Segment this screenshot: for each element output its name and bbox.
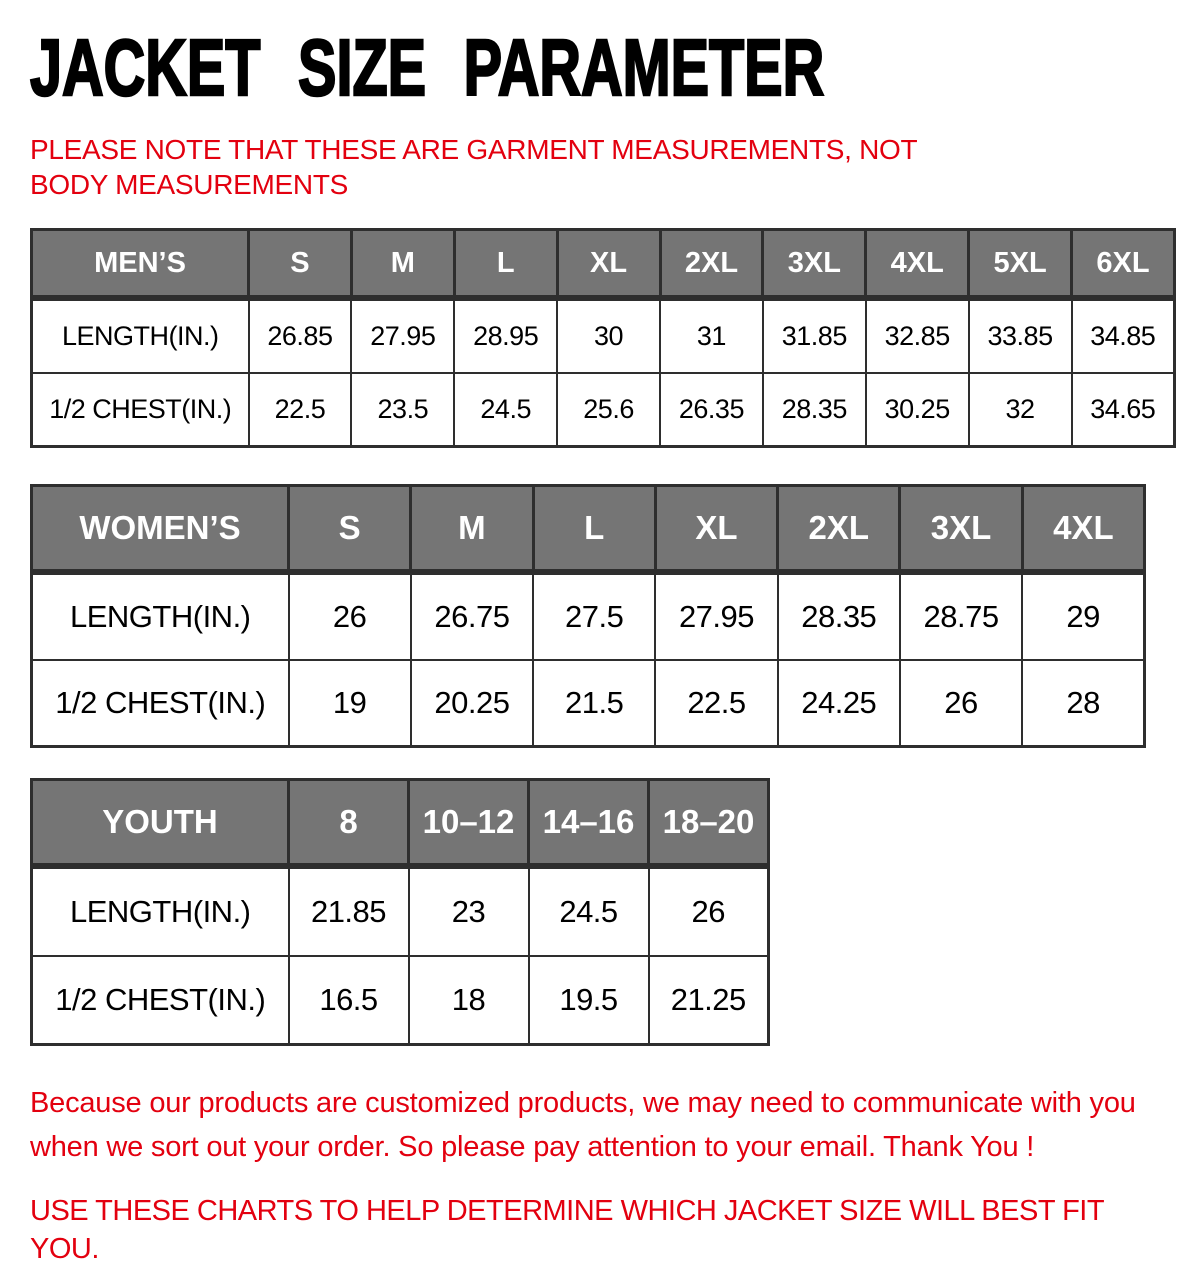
measurement-cell: 21.85 bbox=[289, 866, 409, 956]
measurement-cell: 30.25 bbox=[866, 373, 969, 447]
page-title: JACKET SIZE PARAMETER bbox=[30, 23, 825, 112]
measurement-cell: 34.85 bbox=[1072, 298, 1175, 373]
size-column-header: 3XL bbox=[900, 486, 1022, 573]
womens-header-row bbox=[32, 486, 1145, 573]
measurement-cell: 24.5 bbox=[529, 866, 649, 956]
row-label: LENGTH(IN.) bbox=[32, 572, 289, 660]
size-column-header: 3XL bbox=[763, 230, 866, 299]
size-column-header: 5XL bbox=[969, 230, 1072, 299]
mens-table-title: MEN’S bbox=[32, 230, 249, 299]
measurement-cell: 27.95 bbox=[655, 572, 777, 660]
size-column-header: L bbox=[533, 486, 655, 573]
measurement-cell: 19 bbox=[289, 660, 411, 747]
table-row bbox=[32, 572, 1145, 660]
measurement-cell: 26 bbox=[900, 660, 1022, 747]
size-column-header: XL bbox=[655, 486, 777, 573]
measurement-cell: 28 bbox=[1022, 660, 1144, 747]
size-column-header: 6XL bbox=[1072, 230, 1175, 299]
measurement-cell: 32.85 bbox=[866, 298, 969, 373]
size-column-header: S bbox=[289, 486, 411, 573]
customized-products-notice: Because our products are customized products, we may need to communicate with you when we sort out your order. So please pay attention to your email. Thank You ! bbox=[30, 1087, 1136, 1163]
size-column-header: M bbox=[411, 486, 533, 573]
measurement-cell: 32 bbox=[969, 373, 1072, 447]
size-column-header: 4XL bbox=[1022, 486, 1144, 573]
measurement-cell: 29 bbox=[1022, 572, 1144, 660]
row-label: 1/2 CHEST(IN.) bbox=[32, 373, 249, 447]
measurement-cell: 26 bbox=[649, 866, 769, 956]
size-column-header: XL bbox=[557, 230, 660, 299]
measurement-cell: 28.75 bbox=[900, 572, 1022, 660]
measurement-cell: 24.5 bbox=[454, 373, 557, 447]
measurement-cell: 20.25 bbox=[411, 660, 533, 747]
mens-header-row bbox=[32, 230, 1175, 299]
measurement-cell: 22.5 bbox=[249, 373, 352, 447]
size-column-header: 2XL bbox=[778, 486, 900, 573]
size-column-header: 14–16 bbox=[529, 780, 649, 867]
table-row bbox=[32, 298, 1175, 373]
row-label: LENGTH(IN.) bbox=[32, 298, 249, 373]
measurement-cell: 25.6 bbox=[557, 373, 660, 447]
measurement-cell: 26.35 bbox=[660, 373, 763, 447]
measurement-cell: 27.5 bbox=[533, 572, 655, 660]
table-row bbox=[32, 373, 1175, 447]
measurement-cell: 27.95 bbox=[351, 298, 454, 373]
measurement-cell: 23.5 bbox=[351, 373, 454, 447]
table-row bbox=[32, 660, 1145, 747]
size-column-header: 4XL bbox=[866, 230, 969, 299]
garment-measurement-note: PLEASE NOTE THAT THESE ARE GARMENT MEASUREMENTS, NOT BODY MEASUREMENTS bbox=[30, 134, 917, 200]
row-label: LENGTH(IN.) bbox=[32, 866, 289, 956]
youth-table-title: YOUTH bbox=[32, 780, 289, 867]
size-column-header: L bbox=[454, 230, 557, 299]
measurement-cell: 28.35 bbox=[778, 572, 900, 660]
mens-size-table bbox=[30, 228, 1176, 448]
measurement-cell: 31 bbox=[660, 298, 763, 373]
womens-size-table bbox=[30, 484, 1146, 748]
size-column-header: M bbox=[351, 230, 454, 299]
size-column-header: 8 bbox=[289, 780, 409, 867]
table-row bbox=[32, 956, 769, 1045]
measurement-cell: 21.25 bbox=[649, 956, 769, 1045]
measurement-cell: 18 bbox=[409, 956, 529, 1045]
measurement-cell: 22.5 bbox=[655, 660, 777, 747]
measurement-cell: 23 bbox=[409, 866, 529, 956]
measurement-cell: 26 bbox=[289, 572, 411, 660]
measurement-cell: 34.65 bbox=[1072, 373, 1175, 447]
measurement-cell: 28.35 bbox=[763, 373, 866, 447]
chart-usage-notice: USE THESE CHARTS TO HELP DETERMINE WHICH JACKET SIZE WILL BEST FIT YOU. bbox=[30, 1195, 1104, 1265]
womens-table-title: WOMEN’S bbox=[32, 486, 289, 573]
measurement-cell: 19.5 bbox=[529, 956, 649, 1045]
size-column-header: 18–20 bbox=[649, 780, 769, 867]
measurement-cell: 16.5 bbox=[289, 956, 409, 1045]
measurement-cell: 21.5 bbox=[533, 660, 655, 747]
size-column-header: S bbox=[249, 230, 352, 299]
size-column-header: 2XL bbox=[660, 230, 763, 299]
size-column-header: 10–12 bbox=[409, 780, 529, 867]
table-row bbox=[32, 866, 769, 956]
row-label: 1/2 CHEST(IN.) bbox=[32, 956, 289, 1045]
measurement-cell: 26.75 bbox=[411, 572, 533, 660]
measurement-cell: 31.85 bbox=[763, 298, 866, 373]
measurement-cell: 24.25 bbox=[778, 660, 900, 747]
row-label: 1/2 CHEST(IN.) bbox=[32, 660, 289, 747]
youth-header-row bbox=[32, 780, 769, 867]
measurement-cell: 30 bbox=[557, 298, 660, 373]
measurement-cell: 33.85 bbox=[969, 298, 1072, 373]
youth-size-table bbox=[30, 778, 770, 1046]
measurement-cell: 26.85 bbox=[249, 298, 352, 373]
measurement-cell: 28.95 bbox=[454, 298, 557, 373]
